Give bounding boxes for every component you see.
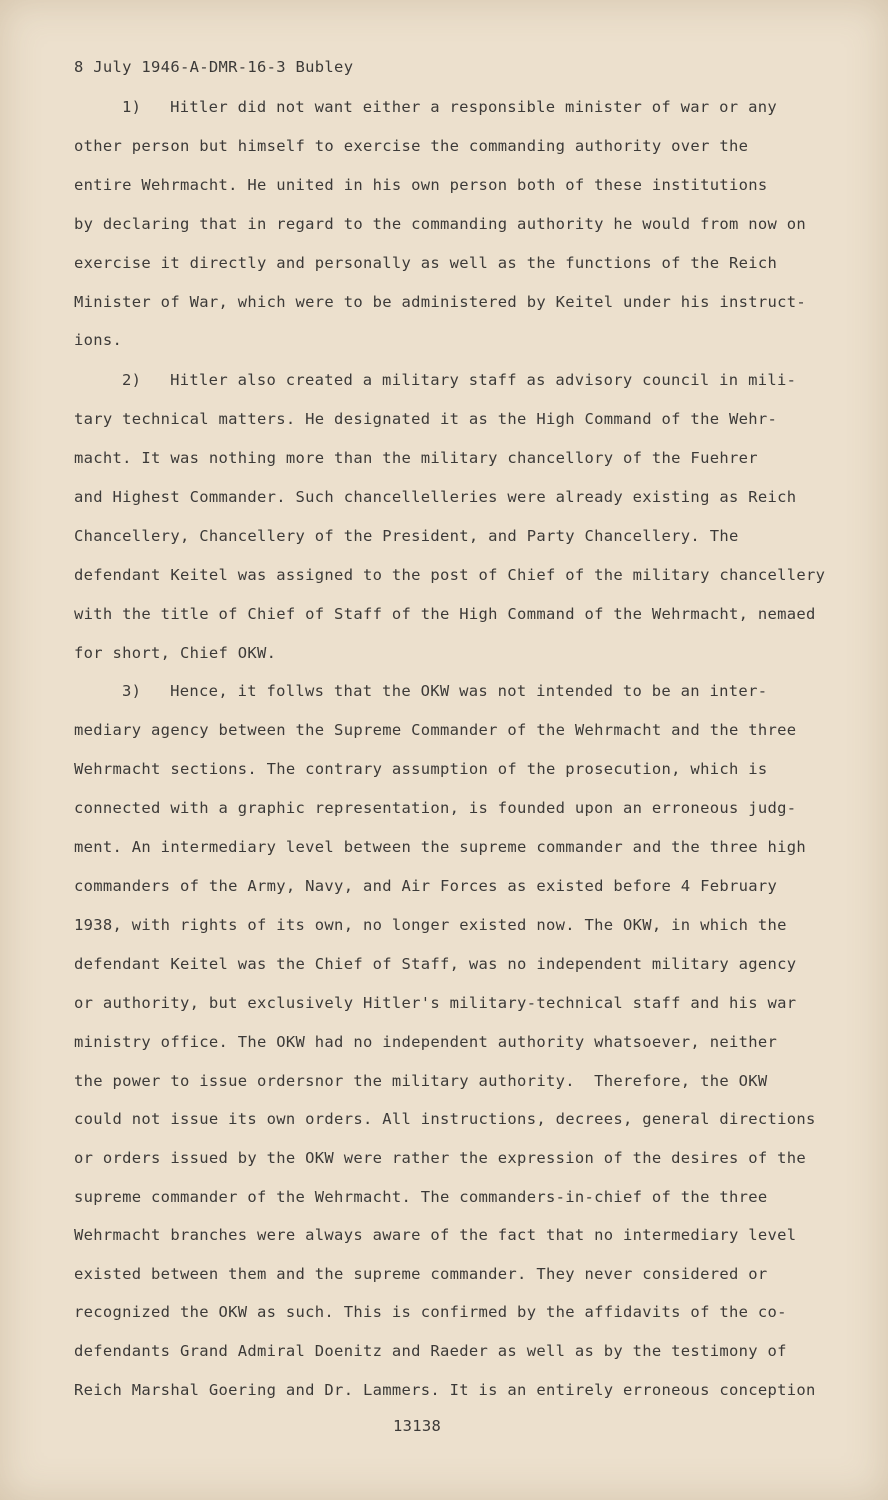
text-line: 2) Hitler also created a military staff as advisory council in mili-	[122, 371, 797, 389]
text-line: 1938, with rights of its own, no longer existed now. The OKW, in which the	[74, 916, 787, 934]
text-line: for short, Chief OKW.	[74, 644, 277, 662]
text-line: with the title of Chief of Staff of the High Command of the Wehrmacht, nemaed	[74, 605, 816, 623]
text-line: or orders issued by the OKW were rather the expression of the desires of the	[74, 1149, 807, 1167]
text-line: defendant Keitel was assigned to the post of Chief of the military chancellery	[74, 566, 826, 584]
text-line: connected with a graphic representation, is founded upon an erroneous judg-	[74, 799, 797, 817]
text-line: other person but himself to exercise the commanding authority over the	[74, 137, 749, 155]
text-line: tary technical matters. He designated it as the High Command of the Wehr-	[74, 410, 778, 428]
text-line: and Highest Commander. Such chancellelleries were already existing as Reich	[74, 488, 797, 506]
text-line: 1) Hitler did not want either a responsible minister of war or any	[122, 98, 777, 116]
text-line: recognized the OKW as such. This is confirmed by the affidavits of the co-	[74, 1303, 787, 1321]
text-line: could not issue its own orders. All instructions, decrees, general directions	[74, 1110, 816, 1128]
text-line: mediary agency between the Supreme Commander of the Wehrmacht and the three	[74, 721, 797, 739]
text-line: defendants Grand Admiral Doenitz and Raeder as well as by the testimony of	[74, 1342, 787, 1360]
text-line: by declaring that in regard to the commanding authority he would from now on	[74, 215, 807, 233]
page-number: 13138	[393, 1417, 442, 1435]
text-line: the power to issue ordersnor the military authority. Therefore, the OKW	[74, 1072, 768, 1090]
text-line: supreme commander of the Wehrmacht. The commanders-in-chief of the three	[74, 1188, 768, 1206]
text-line: 3) Hence, it follws that the OKW was not intended to be an inter-	[122, 682, 768, 700]
text-line: ment. An intermediary level between the supreme commander and the three high	[74, 838, 807, 856]
text-line: defendant Keitel was the Chief of Staff, was no independent military agency	[74, 955, 797, 973]
text-line: Reich Marshal Goering and Dr. Lammers. It is an entirely erroneous conception	[74, 1381, 816, 1399]
text-line: Wehrmacht sections. The contrary assumption of the prosecution, which is	[74, 760, 768, 778]
text-line: entire Wehrmacht. He united in his own person both of these institutions	[74, 176, 768, 194]
text-line: macht. It was nothing more than the military chancellory of the Fuehrer	[74, 449, 758, 467]
text-line: or authority, but exclusively Hitler's military-technical staff and his war	[74, 994, 797, 1012]
text-line: existed between them and the supreme commander. They never considered or	[74, 1265, 768, 1283]
text-line: Minister of War, which were to be administered by Keitel under his instruct-	[74, 293, 807, 311]
text-line: exercise it directly and personally as well as the functions of the Reich	[74, 254, 778, 272]
text-line: commanders of the Army, Navy, and Air Forces as existed before 4 February	[74, 877, 778, 895]
text-line: ministry office. The OKW had no independent authority whatsoever, neither	[74, 1033, 778, 1051]
document-header: 8 July 1946-A-DMR-16-3 Bubley	[74, 58, 354, 76]
text-line: Wehrmacht branches were always aware of the fact that no intermediary level	[74, 1226, 797, 1244]
text-line: ions.	[74, 331, 123, 349]
text-line: Chancellery, Chancellery of the President, and Party Chancellery. The	[74, 527, 739, 545]
